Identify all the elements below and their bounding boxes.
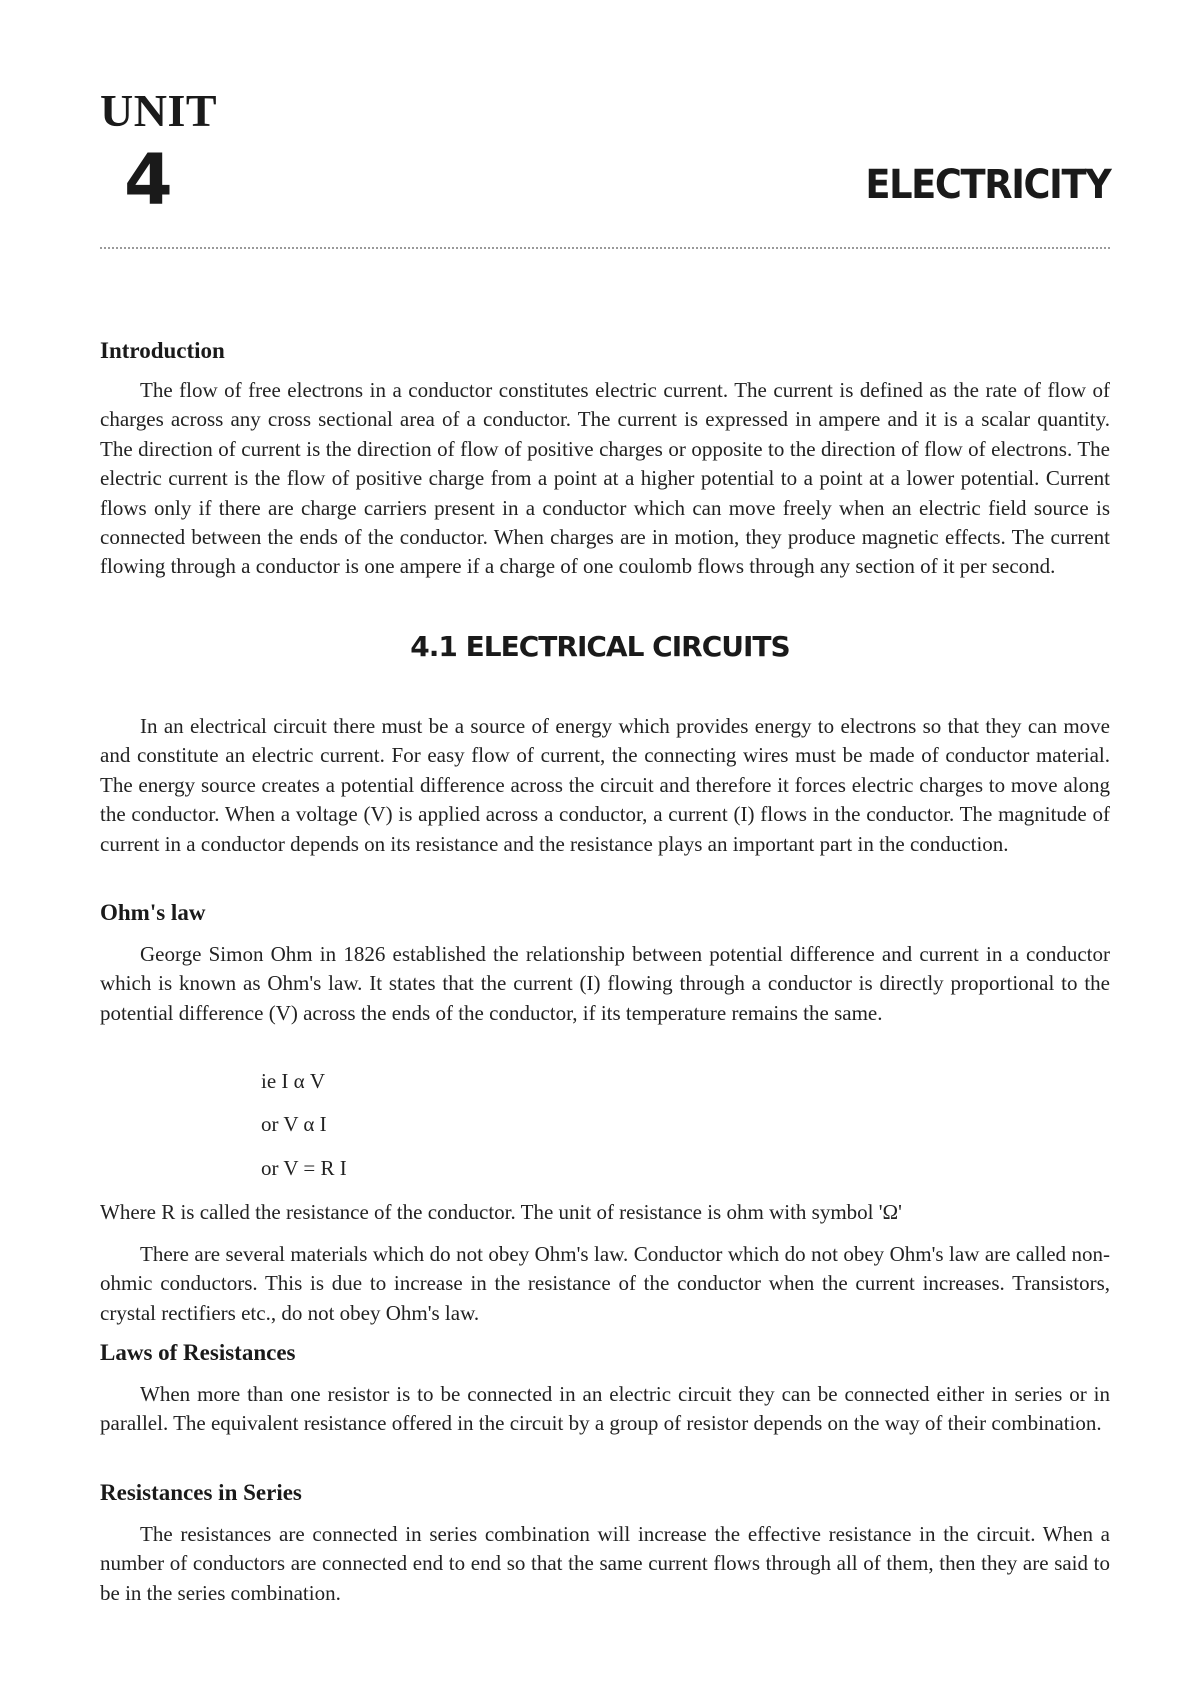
- non-ohmic-paragraph: There are several materials which do not obey Ohm's law. Conductor which do not obey Ohm's law are called non-ohmic conductors. This is due to increase in the resistance of the conductor when the current increases. Transistors, crystal rectifiers etc., do not obey Ohm's law.: [100, 1242, 1110, 1325]
- unit-number: 4: [124, 139, 173, 221]
- formula-line: ie I α V: [261, 1069, 326, 1093]
- formula-line: or V α I: [261, 1112, 327, 1136]
- section-title: 4.1 ELECTRICAL CIRCUITS: [410, 630, 790, 663]
- ohms-law-paragraph: George Simon Ohm in 1826 established the relationship between potential difference and current in a conductor which is known as Ohm's law. It states that the current (I) flowing through a conductor is directly proportional to the potential difference (V) across the ends of the conductor, if its temperature remains the same.: [100, 942, 1110, 1025]
- laws-of-resistances-paragraph: When more than one resistor is to be connected in an electric circuit they can be connected either in series or in parallel. The equivalent resistance offered in the circuit by a group of resistor depends on the way of their combination.: [100, 1382, 1110, 1436]
- resistances-in-series-heading: Resistances in Series: [100, 1480, 302, 1505]
- chapter-title: ELECTRICITY: [864, 162, 1110, 208]
- introduction-paragraph: The flow of free electrons in a conductor constitutes electric current. The current is defined as the rate of flow of charges across any cross sectional area of a conductor. The current is expressed in ampere and it is a scalar quantity. The direction of current is the direction of flow of positive charges or opposite to the direction of flow of electrons. The electric current is the flow of positive charge from a point at a higher potential to a point at a lower potential. Current flows only if there are charge carriers present in a conductor which can move freely when an electric field source is connected between the ends of the conductor. When charges are in motion, they produce magnetic effects. The current flowing through a conductor is one ampere if a charge of one coulomb flows through any section of it per second.: [100, 378, 1110, 579]
- ohms-law-heading: Ohm's law: [100, 900, 206, 925]
- unit-label: UNIT: [100, 85, 218, 136]
- formula-line: or V = R I: [261, 1156, 347, 1180]
- circuits-paragraph: In an electrical circuit there must be a source of energy which provides energy to electrons so that they can move and constitute an electric current. For easy flow of current, the connecting wires must be made of conductor material. The energy source creates a potential difference across the circuit and therefore it forces electric charges to move along the conductor. When a voltage (V) is applied across a conductor, a current (I) flows in the conductor. The magnitude of current in a conductor depends on its resistance and the resistance plays an important part in the conduction.: [100, 714, 1110, 856]
- header-divider: [100, 247, 1110, 249]
- laws-of-resistances-heading: Laws of Resistances: [100, 1340, 296, 1365]
- introduction-heading: Introduction: [100, 338, 225, 363]
- resistance-definition: Where R is called the resistance of the conductor. The unit of resistance is ohm with symbol 'Ω': [100, 1200, 902, 1224]
- resistances-in-series-paragraph: The resistances are connected in series combination will increase the effective resistance in the circuit. When a number of conductors are connected end to end so that the same current flows through all of them, then they are said to be in the series combination.: [100, 1522, 1110, 1605]
